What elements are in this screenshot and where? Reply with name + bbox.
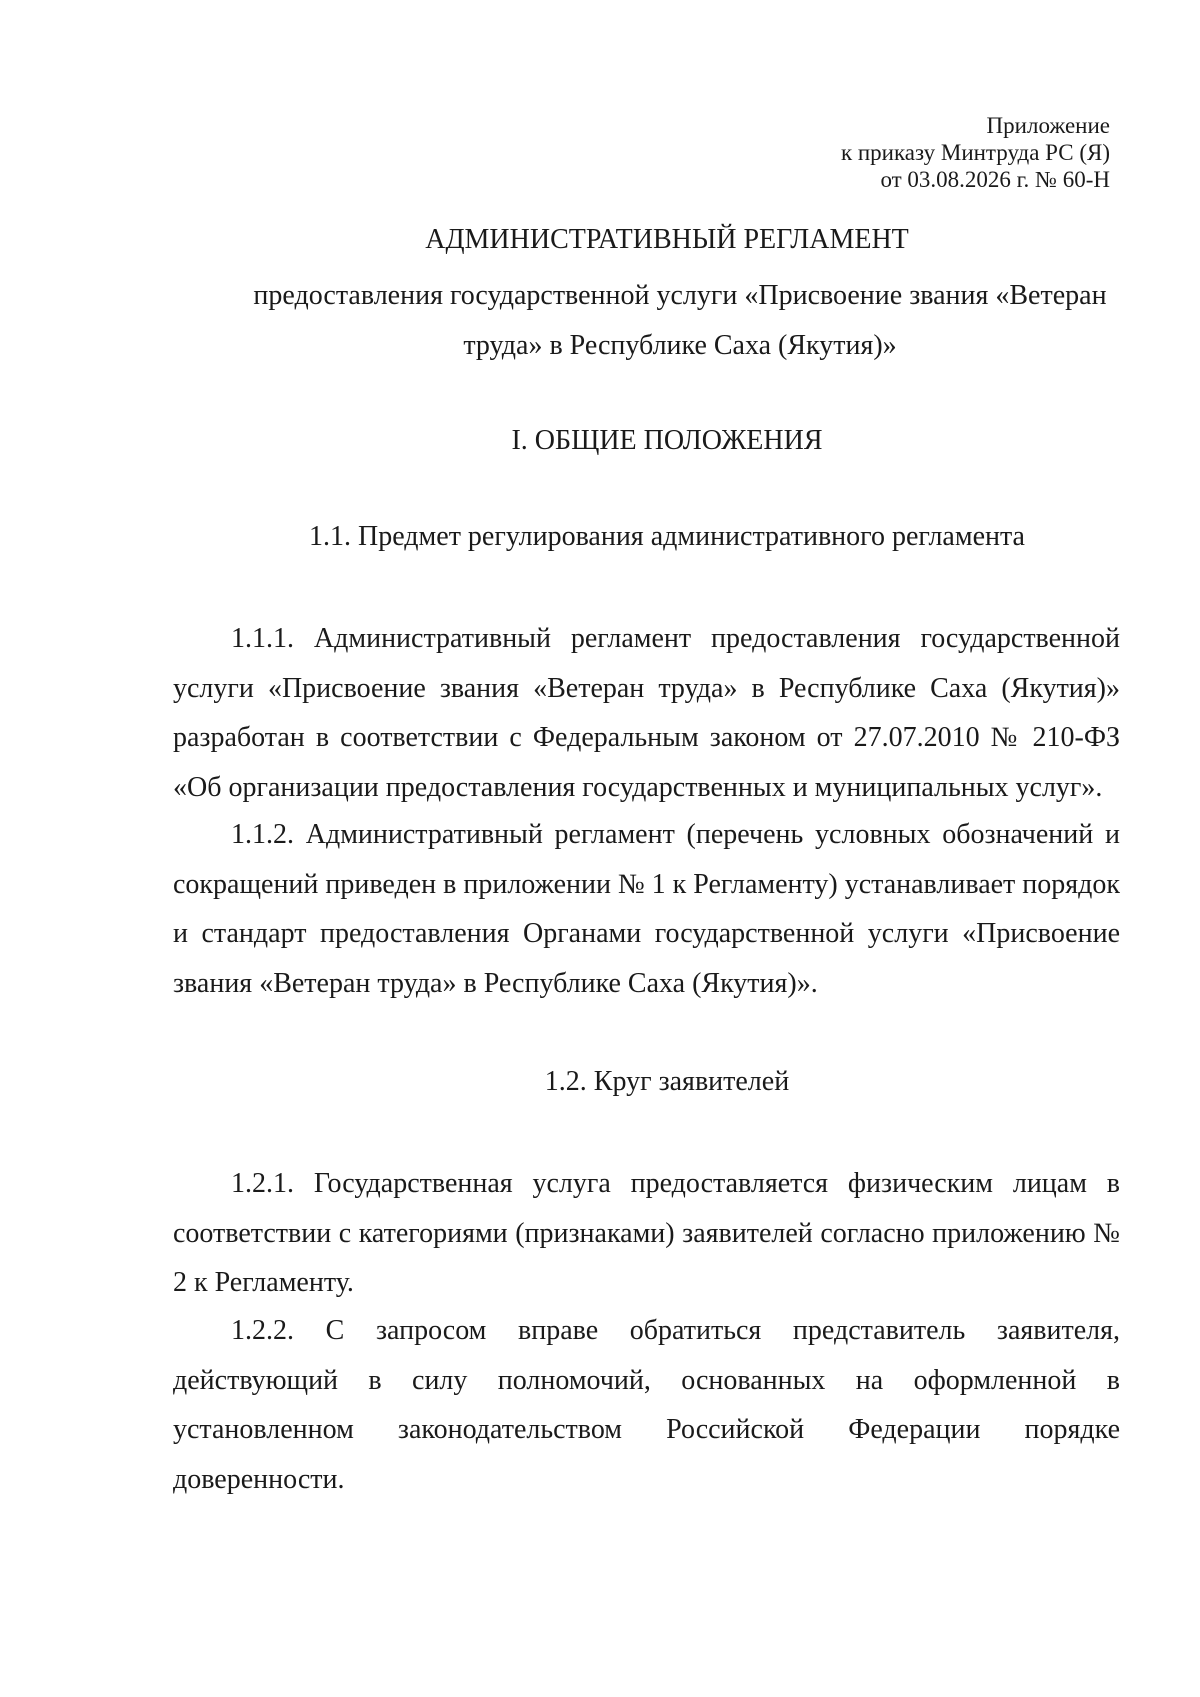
section-heading: I. ОБЩИЕ ПОЛОЖЕНИЯ bbox=[511, 425, 823, 456]
appendix-line: к приказу Минтруда РС (Я) bbox=[840, 140, 1110, 165]
appendix-reference bbox=[841, 112, 1110, 193]
paragraph: 1.2.2. С запросом вправе обратиться представитель заявителя, действующий в силу полномочий, основанных на оформленной в установленном законодательством Российской Федерации порядке доверенности. bbox=[173, 1315, 1120, 1495]
paragraph: 1.2.1. Государственная услуга предоставляется физическим лицам в соответствии с категориями (признаками) заявителей согласно приложению № 2 к Регламенту. bbox=[173, 1168, 1120, 1298]
paragraph: 1.1.2. Административный регламент (перечень условных обозначений и сокращений приведен в приложении № 1 к Регламенту) устанавливает порядок и стандарт предоставления Органами государственной услуги «Присвоение звания «Ветеран труда» в Республике Саха (Якутия)». bbox=[173, 819, 1121, 999]
document-subtitle: предоставления государственной услуги «Присвоение звания «Ветеран труда» в Республике Саха (Якутия)» bbox=[253, 280, 1107, 361]
subsection-heading: 1.2. Круг заявителей bbox=[544, 1066, 790, 1097]
subsection-heading: 1.1. Предмет регулирования административного регламента bbox=[309, 521, 1025, 552]
document-title: АДМИНИСТРАТИВНЫЙ РЕГЛАМЕНТ bbox=[425, 224, 909, 255]
appendix-line: от 03.08.2026 г. № 60-Н bbox=[880, 167, 1110, 192]
paragraph: 1.1.1. Административный регламент предоставления государственной услуги «Присвоение звания «Ветеран труда» в Республике Саха (Якутия)» разработан в соответствии с Федеральным законом от 27.07.2010 № 210-ФЗ «Об организации предоставления государственных и муниципальных услуг». bbox=[173, 623, 1120, 803]
appendix-line: Приложение bbox=[986, 113, 1110, 138]
